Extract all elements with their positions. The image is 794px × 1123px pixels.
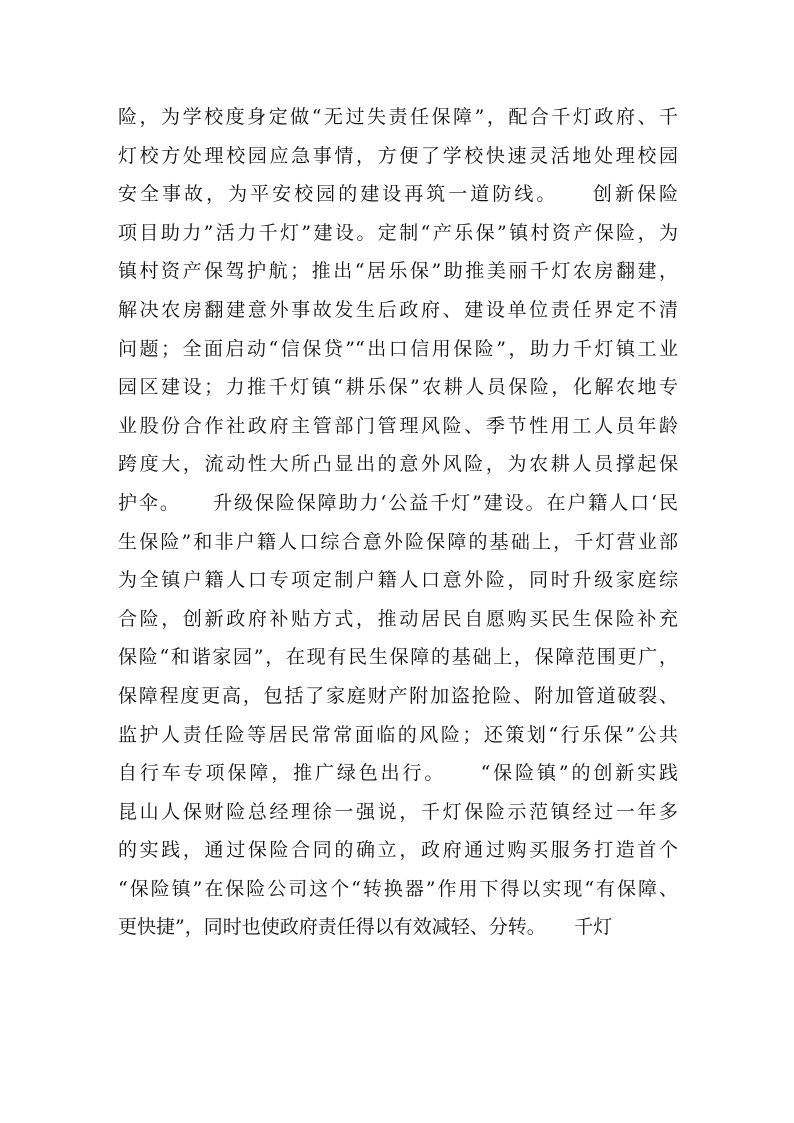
text-line: 安全事故，为平安校园的建设再筑一道防线。 创新保险	[118, 183, 678, 206]
text-line: 生保险”和非户籍人口综合意外险保障的基础上，千灯营业部	[118, 530, 678, 553]
text-line: 自行车专项保障，推广绿色出行。 “保险镇”的创新实践	[118, 762, 678, 785]
body-text	[118, 98, 678, 947]
text-line: 灯校方处理校园应急事情，方便了学校快速灵活地处理校园	[118, 144, 678, 167]
text-line: 跨度大，流动性大所凸显出的意外风险，为农耕人员撑起保	[118, 453, 678, 476]
text-line: 解决农房翻建意外事故发生后政府、建设单位责任界定不清	[118, 298, 678, 321]
text-line: 保障程度更高，包括了家庭财产附加盗抢险、附加管道破裂、	[118, 684, 678, 707]
text-line: “保险镇”在保险公司这个“转换器”作用下得以实现“有保障、	[118, 877, 678, 900]
text-line: 昆山人保财险总经理徐一强说，千灯保险示范镇经过一年多	[118, 800, 678, 823]
text-line: 项目助力”活力千灯”建设。定制“产乐保”镇村资产保险，为	[118, 221, 678, 244]
text-line: 镇村资产保驾护航；推出“居乐保”助推美丽千灯农房翻建，	[118, 260, 678, 283]
text-line: 为全镇户籍人口专项定制户籍人口意外险，同时升级家庭综	[118, 569, 678, 592]
text-line: 问题；全面启动“信保贷”“出口信用保险”，助力千灯镇工业	[118, 337, 678, 360]
text-line: 业股份合作社政府主管部门管理风险、季节性用工人员年龄	[118, 414, 678, 437]
text-line: 护伞。 升级保险保障助力‘公益千灯”建设。在户籍人口‘民	[118, 491, 678, 514]
text-line: 监护人责任险等居民常常面临的风险；还策划“行乐保”公共	[118, 723, 678, 746]
text-line: 险，为学校度身定做“无过失责任保障”，配合千灯政府、千	[118, 106, 678, 128]
text-line: 的实践，通过保险合同的确立，政府通过购买服务打造首个	[118, 839, 678, 862]
text-line: 保险“和谐家园”，在现有民生保障的基础上，保障范围更广，	[118, 646, 678, 669]
text-line: 合险，创新政府补贴方式，推动居民自愿购买民生保险补充	[118, 607, 678, 630]
text-line: 更快捷”，同时也使政府责任得以有效减轻、分转。 千灯	[118, 916, 613, 939]
text-line: 园区建设；力推千灯镇“耕乐保”农耕人员保险，化解农地专	[118, 376, 678, 399]
